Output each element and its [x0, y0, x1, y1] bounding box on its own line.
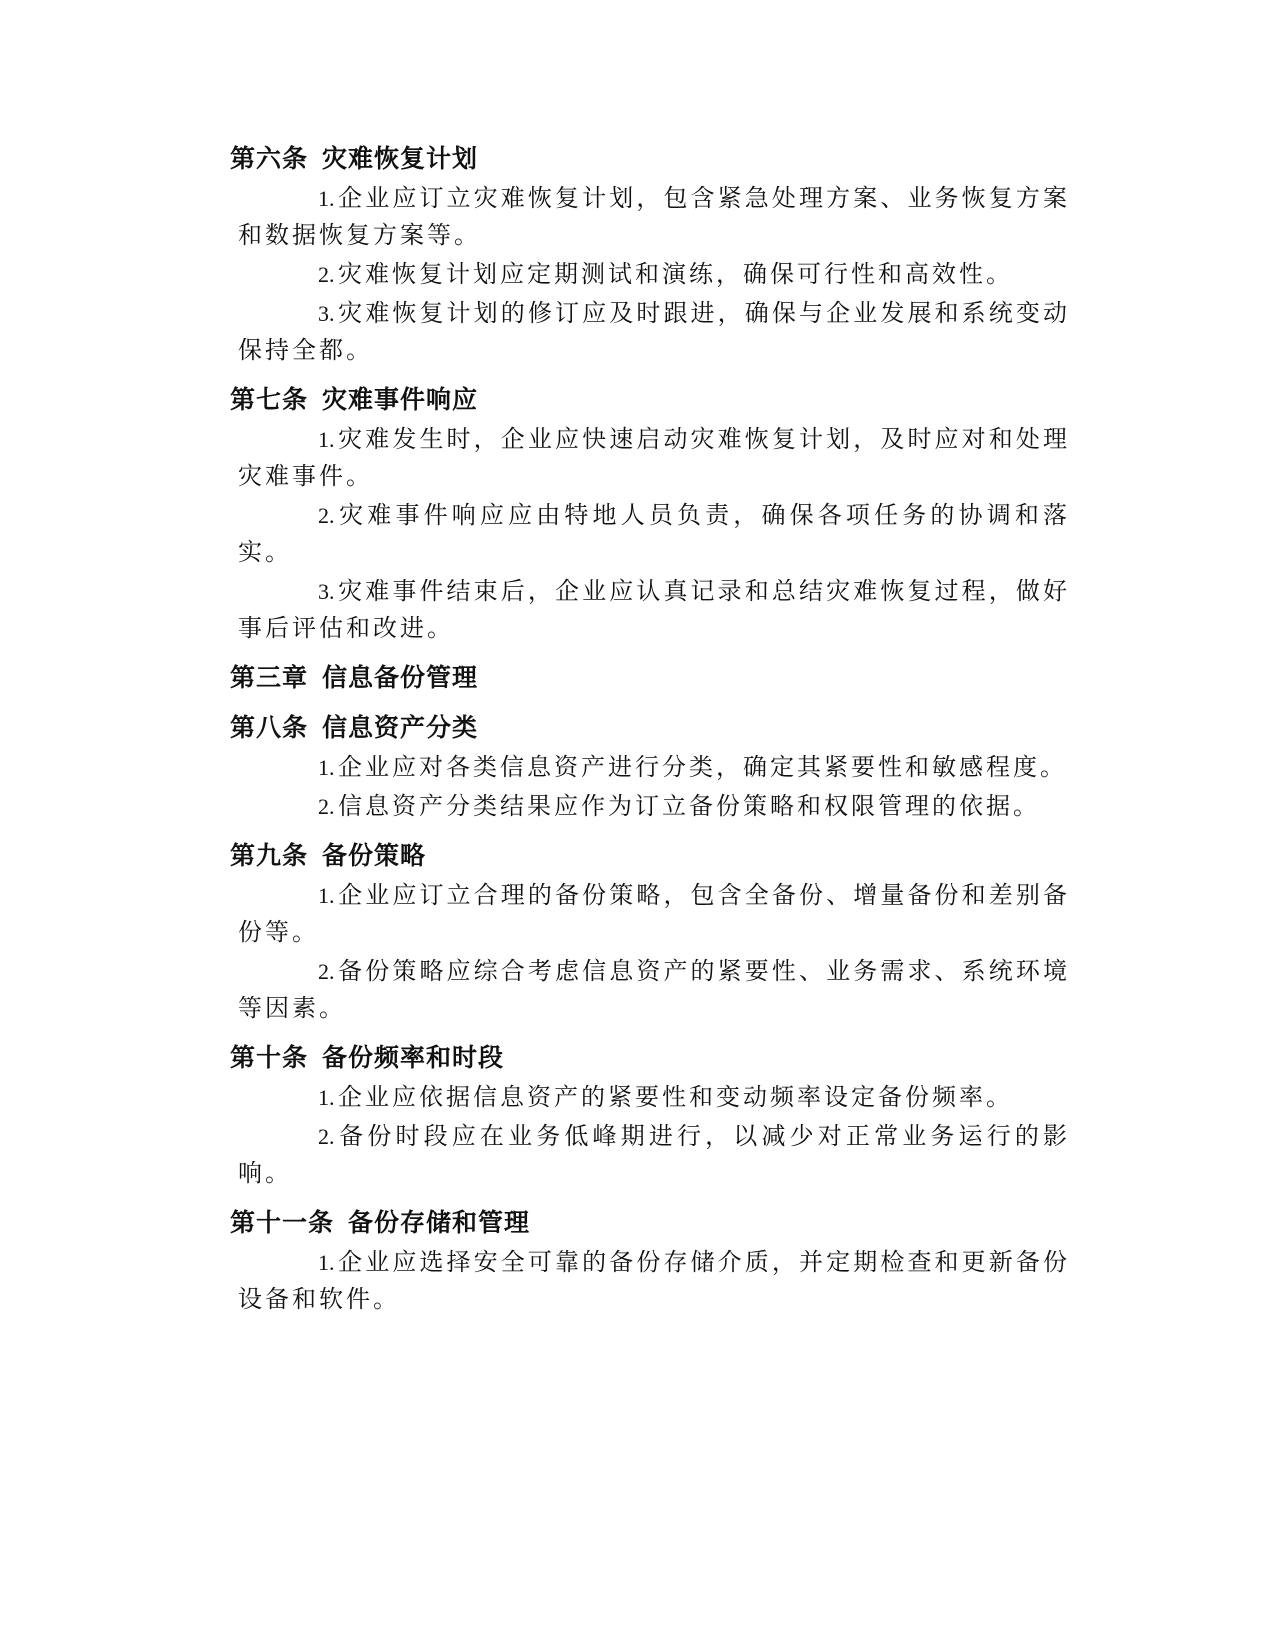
item-number: 1. — [318, 883, 335, 908]
item-text: 灾难事件结束后，企业应认真记录和总结灾难恢复过程，做好事后评估和改进。 — [238, 577, 1070, 642]
section-title: 备份存储和管理 — [348, 1208, 531, 1237]
item-text: 信息资产分类结果应作为订立备份策略和权限管理的依据。 — [338, 792, 1040, 820]
item-number: 1. — [318, 427, 335, 452]
section-title: 灾难事件响应 — [322, 385, 479, 414]
item-text: 备份时段应在业务低峰期进行，以减少对正常业务运行的影响。 — [238, 1122, 1070, 1187]
item-text: 灾难恢复计划的修订应及时跟进，确保与企业发展和系统变动保持全都。 — [238, 299, 1070, 364]
list-item — [230, 256, 1070, 293]
list-item — [230, 877, 1070, 951]
list-item — [230, 749, 1070, 786]
item-text: 灾难发生时，企业应快速启动灾难恢复计划，及时应对和处理灾难事件。 — [238, 425, 1070, 490]
item-text: 灾难事件响应应由特地人员负责，确保各项任务的协调和落实。 — [238, 501, 1070, 566]
item-number: 2. — [318, 503, 335, 528]
item-number: 1. — [318, 186, 335, 211]
item-text: 企业应订立灾难恢复计划，包含紧急处理方案、业务恢复方案和数据恢复方案等。 — [238, 184, 1070, 249]
list-item — [230, 1118, 1070, 1192]
article-number: 第七条 — [230, 385, 309, 414]
section-title: 备份频率和时段 — [322, 1043, 505, 1072]
item-number: 2. — [318, 959, 335, 984]
item-text: 企业应依据信息资产的紧要性和变动频率设定备份频率。 — [338, 1083, 1013, 1111]
section-title: 备份策略 — [322, 841, 427, 870]
article-number: 第八条 — [230, 713, 309, 742]
article-number: 第十一条 — [230, 1208, 335, 1237]
section-heading — [230, 837, 1070, 875]
section-title: 灾难恢复计划 — [322, 144, 479, 173]
section-heading — [230, 709, 1070, 747]
article-number: 第六条 — [230, 144, 309, 173]
item-number: 2. — [318, 794, 335, 819]
list-item — [230, 295, 1070, 369]
list-item — [230, 953, 1070, 1027]
section-heading — [230, 1039, 1070, 1077]
list-item — [230, 1079, 1070, 1116]
section-heading — [230, 1204, 1070, 1242]
section-title: 信息备份管理 — [322, 663, 479, 692]
list-item — [230, 1244, 1070, 1318]
section-heading — [230, 140, 1070, 178]
item-number: 2. — [318, 1124, 335, 1149]
item-text: 企业应对各类信息资产进行分类，确定其紧要性和敏感程度。 — [338, 753, 1067, 781]
article-number: 第九条 — [230, 841, 309, 870]
item-number: 2. — [318, 262, 335, 287]
list-item — [230, 180, 1070, 254]
article-number: 第十条 — [230, 1043, 309, 1072]
list-item — [230, 421, 1070, 495]
item-number: 3. — [318, 579, 335, 604]
article-number: 第三章 — [230, 663, 309, 692]
item-text: 灾难恢复计划应定期测试和演练，确保可行性和高效性。 — [338, 260, 1013, 288]
item-number: 1. — [318, 755, 335, 780]
section-heading — [230, 381, 1070, 419]
list-item — [230, 573, 1070, 647]
item-text: 备份策略应综合考虑信息资产的紧要性、业务需求、系统环境等因素。 — [238, 957, 1070, 1022]
item-text: 企业应订立合理的备份策略，包含全备份、增量备份和差别备份等。 — [238, 881, 1070, 946]
item-number: 1. — [318, 1085, 335, 1110]
section-heading — [230, 659, 1070, 697]
list-item — [230, 497, 1070, 571]
document-page — [230, 140, 1070, 1318]
item-text: 企业应选择安全可靠的备份存储介质，并定期检查和更新备份设备和软件。 — [238, 1248, 1070, 1313]
section-title: 信息资产分类 — [322, 713, 479, 742]
item-number: 3. — [318, 301, 335, 326]
item-number: 1. — [318, 1250, 335, 1275]
list-item — [230, 788, 1070, 825]
